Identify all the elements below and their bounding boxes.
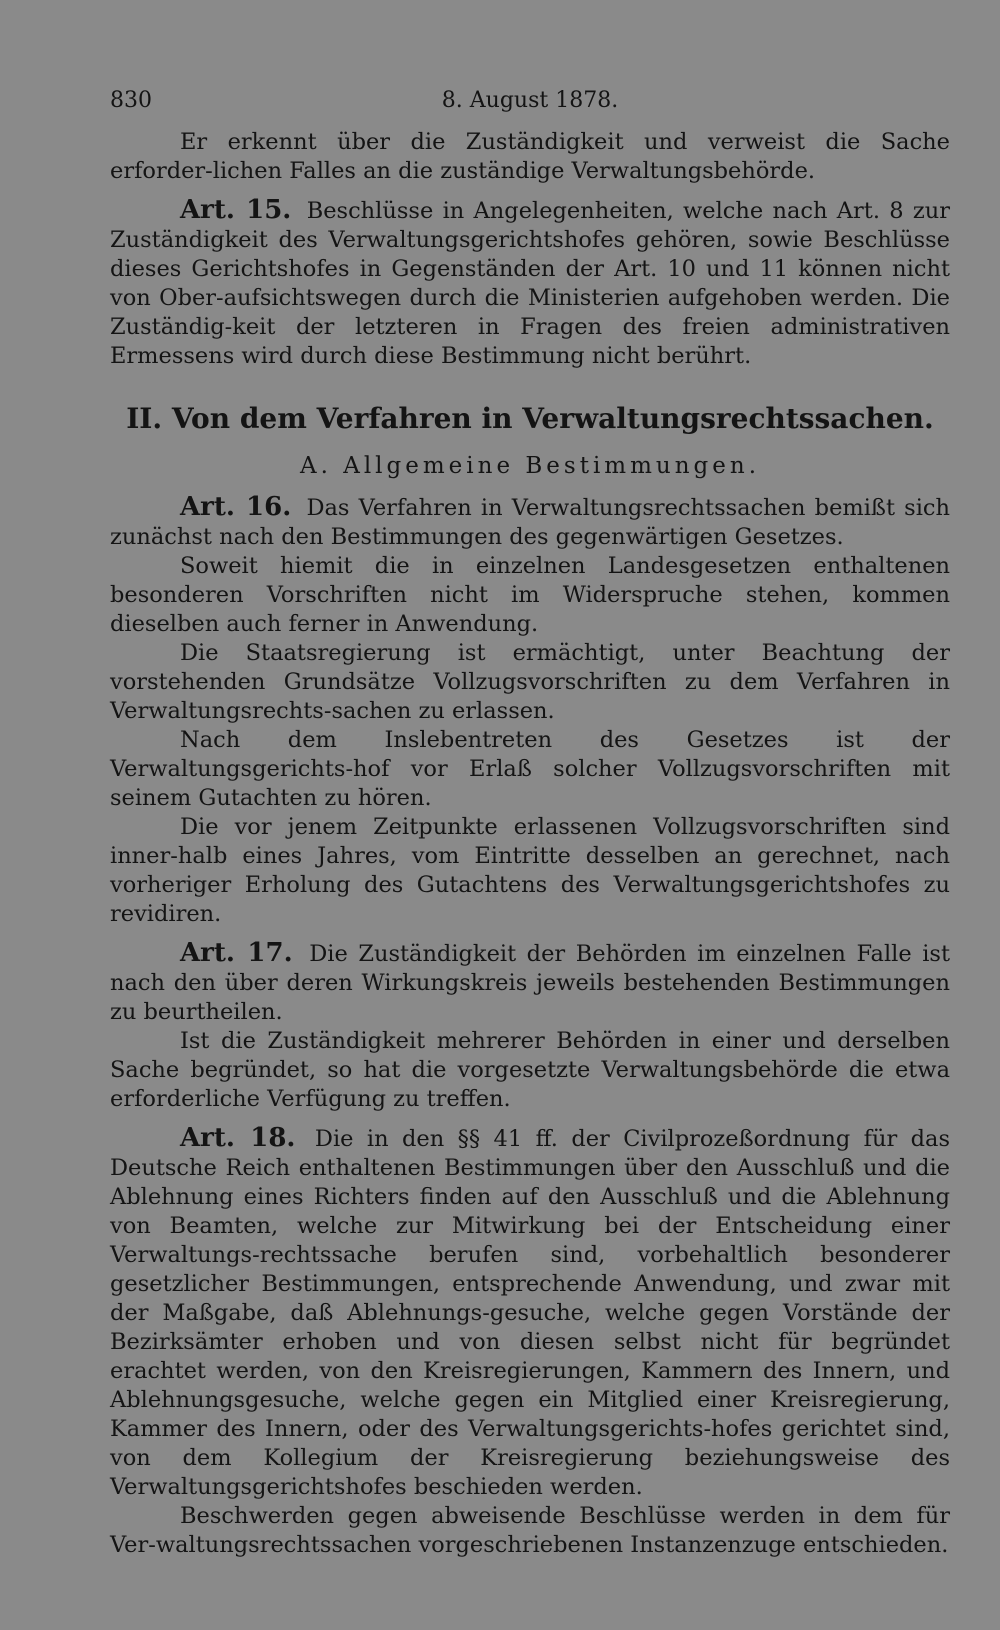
paragraph-continuation [110,128,950,186]
document-page [110,88,950,1560]
paragraph-text: Beschlüsse in Angelegenheiten, welche nach Art. 8 zur Zuständigkeit des Verwaltungsgerichtshofes gehören, sowie Beschlüsse dieses Gerichtshofes in Gegenständen der Art. 10 und 11 können nicht von Ober-aufsichtswegen durch die Ministerien aufgehoben werden. Die Zuständig-keit der letzteren in Fragen des freien administrativen Ermessens wird durch diese Bestimmung nicht berührt. [110,198,951,369]
paragraph-text: Die Staatsregierung ist ermächtigt, unter Beachtung der vorstehenden Grundsätze Vollzugsvorschriften zu dem Verfahren in Verwaltungsrechts-sachen zu erlassen. [110,640,950,724]
running-head [110,88,950,128]
paragraph-text: Die in den §§ 41 ff. der Civilprozeßordnung für das Deutsche Reich enthaltenen Bestimmungen über den Ausschluß und die Ablehnung eines Richters finden auf den Ausschluß und die Ablehnung von Beamten, welche zur Mitwirkung bei der Entscheidung einer Verwaltungs-rechtssache berufen sind, vorbehaltlich besonderer gesetzlicher Bestimmungen, entsprechende Anwendung, und zwar mit der Maßgabe, daß Ablehnungs-gesuche, welche gegen Vorstände der Bezirksämter erhoben und von diesen selbst nicht für begründet erachtet werden, von den Kreisregierungen, Kammern des Innern, und Ablehnungsgesuche, welche gegen ein Mitglied einer Kreisregierung, Kammer des Innern, oder des Verwaltungsgerichts-hofes gerichtet sind, von dem Kollegium der Kreisregierung beziehungsweise des Verwaltungsgerichtshofes beschieden werden. [110,1126,950,1500]
paragraph-text: Beschwerden gegen abweisende Beschlüsse werden in dem für Ver-waltungsrechtssachen vorgeschriebenen Instanzenzuge entschieden. [110,1503,950,1558]
paragraph-text: Soweit hiemit die in einzelnen Landesgesetzen enthaltenen besonderen Vorschriften nicht im Widerspruche stehen, kommen dieselben auch ferner in Anwendung. [110,553,950,637]
paragraph [110,639,950,726]
article-17 [110,939,950,1027]
paragraph [110,1502,950,1560]
paragraph [110,726,950,813]
page-number: 830 [110,88,152,113]
paragraph [110,813,950,929]
paragraph-text: Nach dem Inslebentreten des Gesetzes ist der Verwaltungsgerichts-hof vor Erlaß solcher Vollzugsvorschriften mit seinem Gutachten zu hören. [110,727,950,811]
paragraph-text: Ist die Zuständigkeit mehrerer Behörden in einer und derselben Sache begründet, so hat die vorgesetzte Verwaltungsbehörde die etwa erforderliche Verfügung zu treffen. [110,1028,950,1112]
running-date: 8. August 1878. [441,88,619,113]
article-label: Art. 16. [180,492,292,522]
paragraph-text: Die vor jenem Zeitpunkte erlassenen Vollzugsvorschriften sind inner-halb eines Jahres, vom Eintritte desselben an gerechnet, nach vorheriger Erholung des Gutachtens des Verwaltungsgerichtshofes zu revidiren. [110,814,950,927]
subsection-heading: A. Allgemeine Bestimmungen. [299,453,761,479]
paragraph-text: Er erkennt über die Zuständigkeit und verweist die Sache erforder-lichen Falles an die zuständige Verwaltungsbehörde. [110,129,950,184]
paragraph-text: Die Zuständigkeit der Behörden im einzelnen Falle ist nach den über deren Wirkungskreis jeweils bestehenden Bestimmungen zu beurtheilen. [110,941,951,1025]
paragraph-text: Das Verfahren in Verwaltungsrechtssachen bemißt sich zunächst nach den Bestimmungen des gegenwärtigen Gesetzes. [110,495,951,550]
article-16 [110,493,950,552]
article-label: Art. 18. [180,1123,296,1153]
paragraph [110,1027,950,1114]
article-18 [110,1124,950,1502]
article-label: Art. 17. [180,938,293,968]
paragraph [110,552,950,639]
section-heading: II. Von dem Verfahren in Verwaltungsrechtssachen. [126,402,934,435]
article-label: Art. 15. [180,195,292,225]
article-15 [110,196,950,371]
